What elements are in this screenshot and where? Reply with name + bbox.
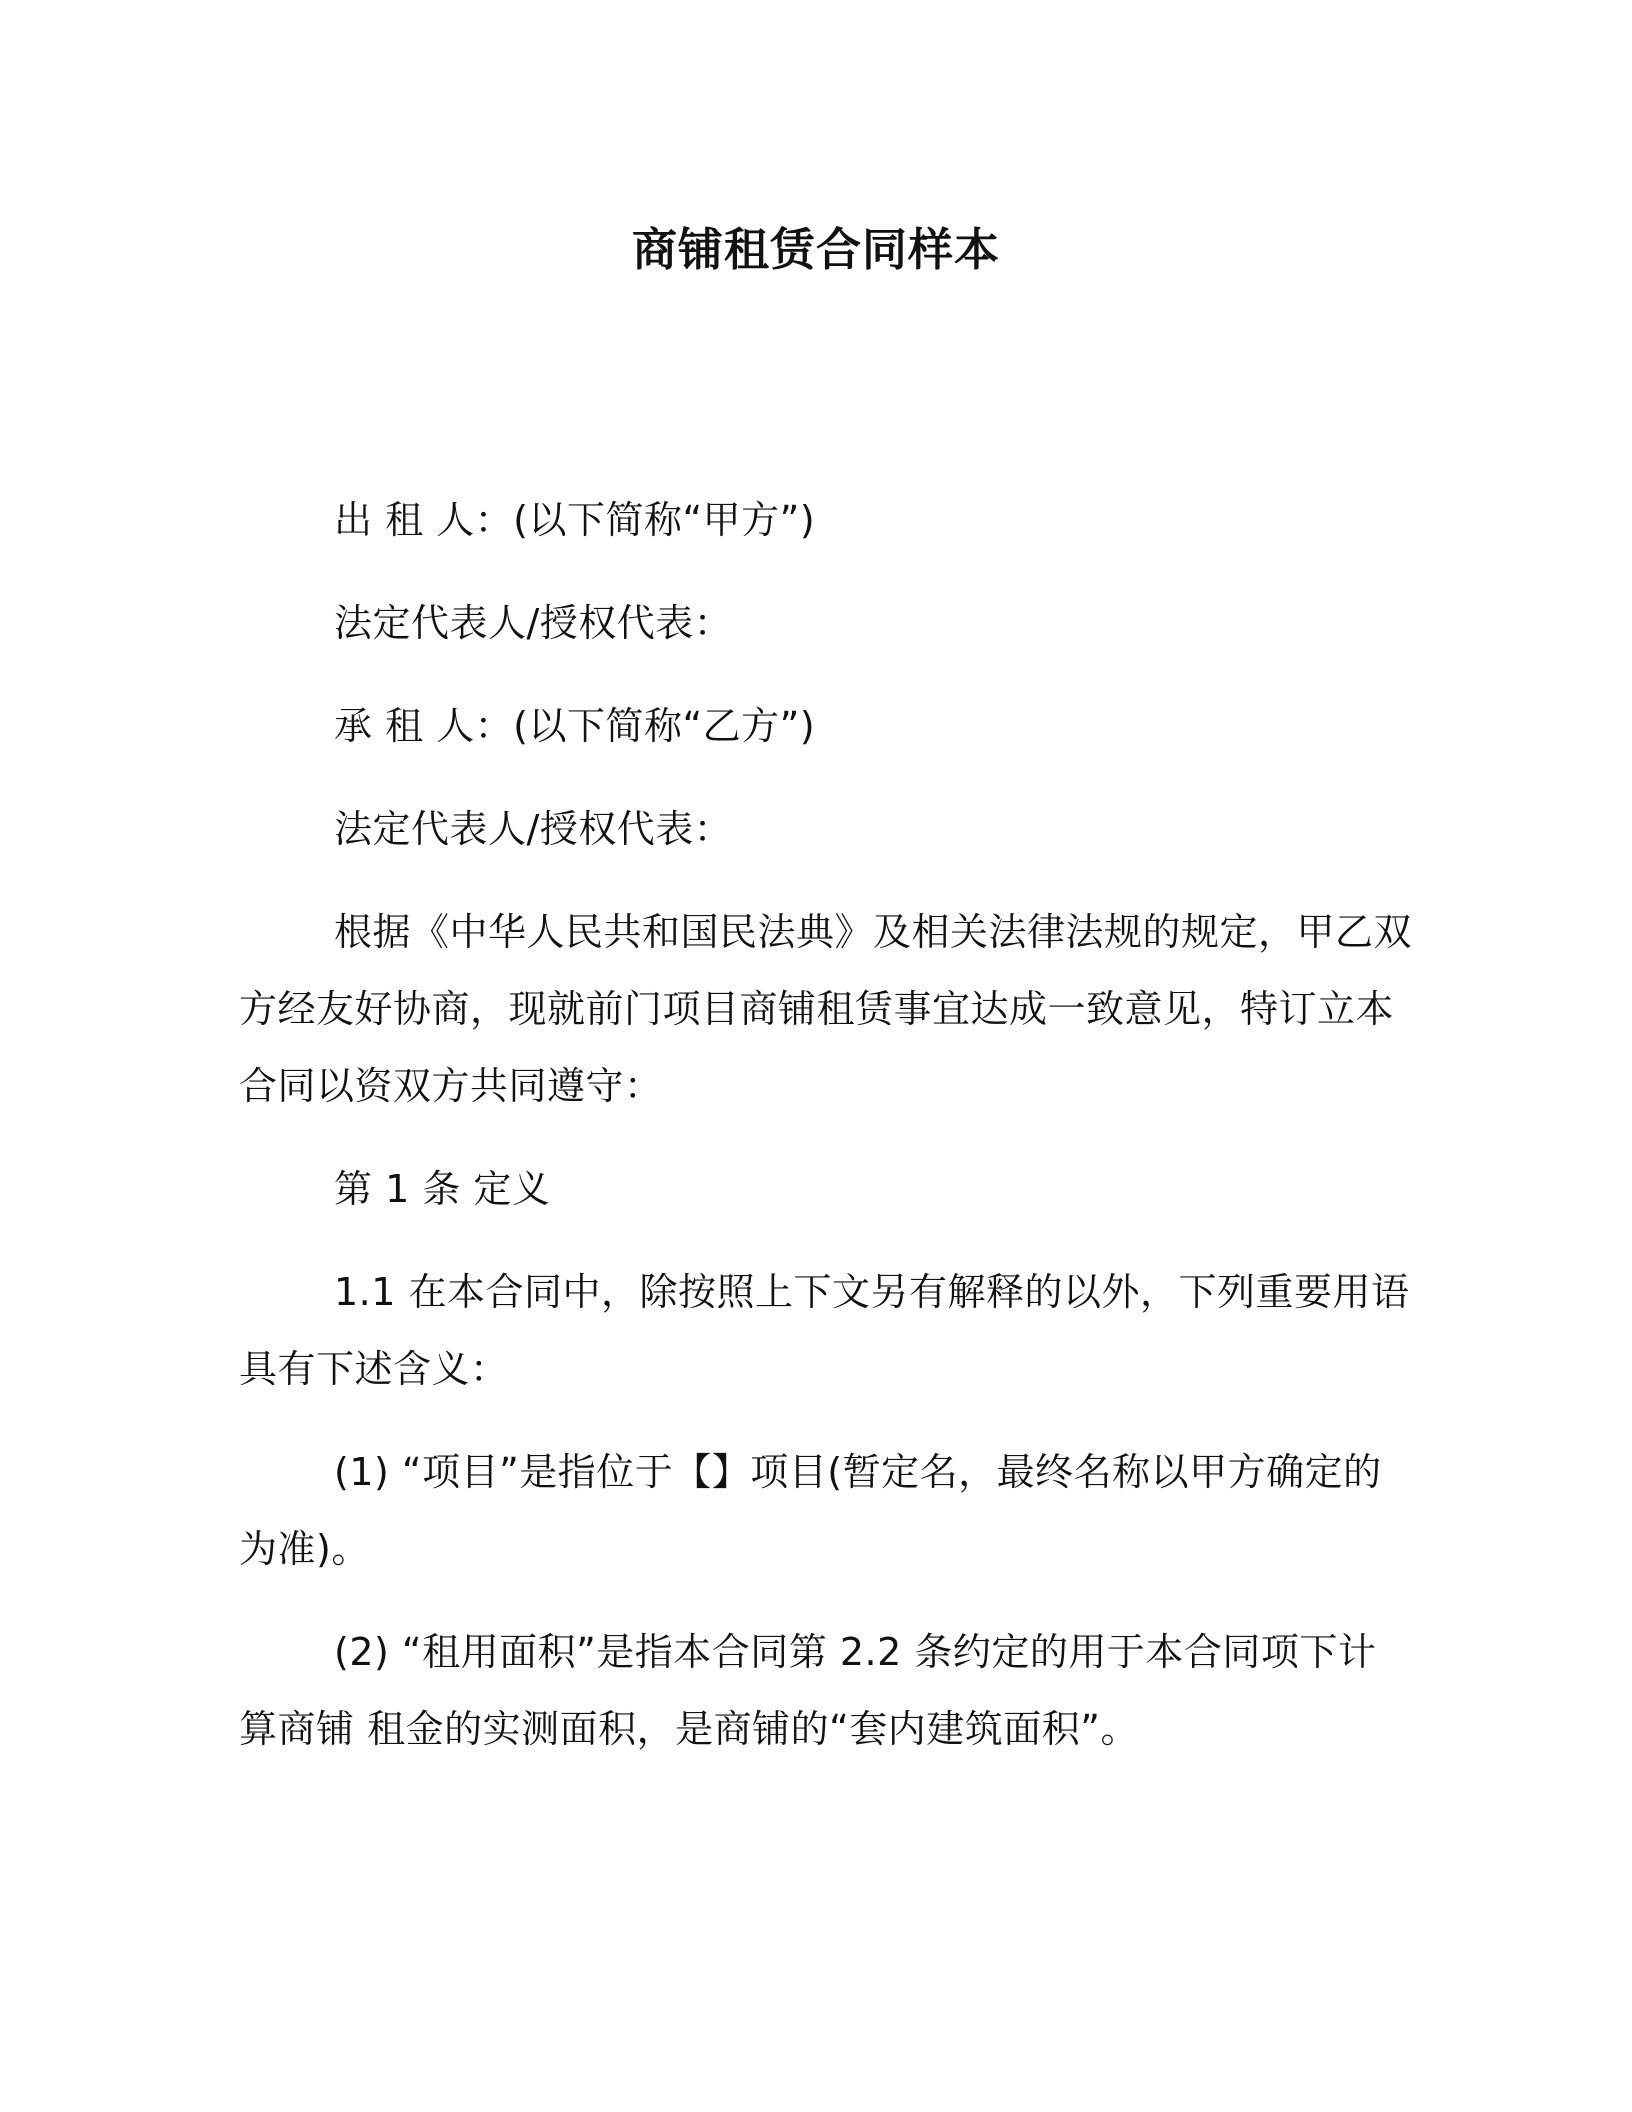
clause-1-1-line-1: 1.1 在本合同中，除按照上下文另有解释的以外，下列重要用语 [334,1270,1410,1314]
lessor-representative-line: 法定代表人/授权代表： [334,601,733,645]
document-title: 商铺租赁合同样本 [631,223,1000,276]
preamble-line-1: 根据《中华人民共和国民法典》及相关法律法规的规定，甲乙双 [334,910,1413,954]
clause-1-1-line-2: 具有下述含义： [239,1347,509,1391]
preamble-line-3: 合同以资双方共同遵守： [239,1064,663,1108]
item-1-line-1: (1) “项目”是指位于【】项目(暂定名，最终名称以甲方确定的 [334,1450,1382,1494]
item-1-line-2: 为准)。 [239,1527,370,1571]
lessor-line: 出 租 人：(以下简称“甲方”) [334,498,816,542]
article-heading: 第 1 条 定义 [334,1167,551,1211]
preamble-line-2: 方经友好协商，现就前门项目商铺租赁事宜达成一致意见，特订立本 [239,987,1395,1031]
lessee-line: 承 租 人：(以下简称“乙方”) [334,704,816,748]
item-2-line-2: 算商铺 租金的实测面积，是商铺的“套内建筑面积”。 [239,1707,1139,1751]
lessee-representative-line: 法定代表人/授权代表： [334,807,733,851]
item-2-line-1: (2) “租用面积”是指本合同第 2.2 条约定的用于本合同项下计 [334,1630,1377,1674]
